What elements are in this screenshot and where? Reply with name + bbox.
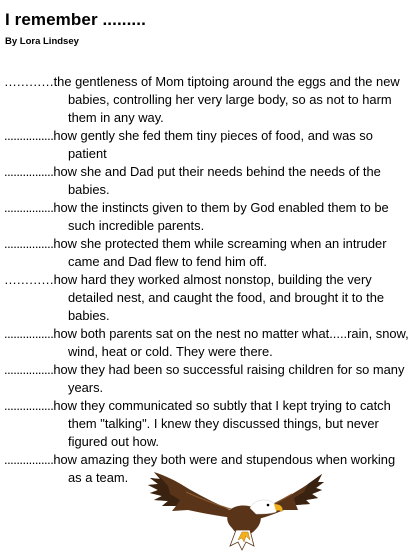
list-item <box>4 361 412 397</box>
list-item <box>4 127 412 163</box>
memory-text: how they had been so successful raising children for so many years. <box>53 362 405 395</box>
list-item <box>4 271 412 325</box>
leader-dots: ................ <box>4 452 54 467</box>
leader-dots: ................ <box>4 362 54 377</box>
list-item <box>4 73 412 127</box>
memory-list <box>4 73 412 487</box>
memory-text: how she and Dad put their needs behind the needs of the babies. <box>53 164 381 197</box>
eagle-icon <box>146 470 324 552</box>
list-item <box>4 199 412 235</box>
leader-dots: ................ <box>4 236 54 251</box>
list-item <box>4 163 412 199</box>
leader-dots: ………… <box>4 272 54 287</box>
leader-dots: ................ <box>4 200 54 215</box>
list-item <box>4 397 412 451</box>
memory-text: how hard they worked almost nonstop, building the very detailed nest, and caught the food, and brought it to the babies. <box>53 272 385 323</box>
list-item <box>4 235 412 271</box>
leader-dots: ………… <box>4 74 54 89</box>
memory-text: how gently she fed them tiny pieces of food, and was so patient <box>53 128 373 161</box>
eagle-right-wingtips <box>294 474 324 505</box>
memory-text: how they communicated so subtly that I kept trying to catch them "talking". I knew they discussed things, but never figured out how. <box>53 398 391 449</box>
leader-dots: ................ <box>4 164 54 179</box>
memory-text: how both parents sat on the nest no matter what.....rain, snow, wind, heat or cold. They were there. <box>53 326 409 359</box>
eagle-eye <box>267 504 270 507</box>
list-item <box>4 325 412 361</box>
memory-text: how amazing they both were and stupendous when working as a team. <box>53 452 396 485</box>
memory-text: how she protected them while screaming when an intruder came and Dad flew to fend him off. <box>53 236 387 269</box>
leader-dots: ................ <box>4 398 54 413</box>
author-byline: By Lora Lindsey <box>5 36 79 47</box>
memory-text: the gentleness of Mom tiptoing around the eggs and the new babies, controlling her very large body, so as not to harm them in any way. <box>53 74 400 125</box>
page-title: I remember ......... <box>5 10 146 29</box>
eagle-head <box>250 500 277 514</box>
memory-text: how the instincts given to them by God enabled them to be such incredible parents. <box>53 200 389 233</box>
leader-dots: ................ <box>4 128 54 143</box>
leader-dots: ................ <box>4 326 54 341</box>
